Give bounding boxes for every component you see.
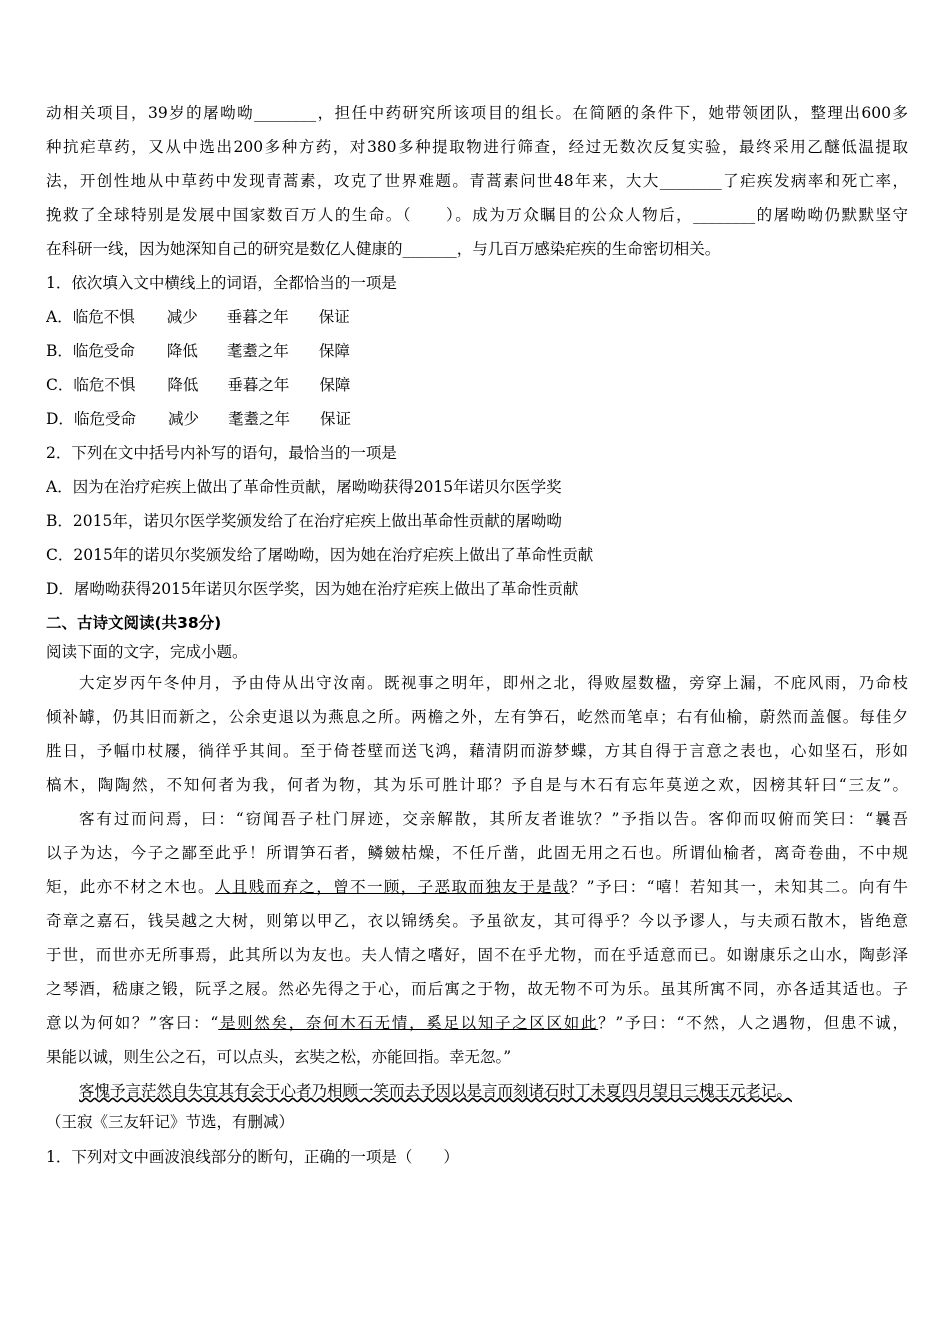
passage-2-line: 客有过而问焉，曰：“窃闻吾子杜门屏迹，交亲解散，其所友者谁欤？”予指以告。客仰而叹俯而笑曰：“曩吾 bbox=[79, 810, 908, 828]
question-1-option-c bbox=[46, 368, 908, 402]
option-word: 保障 bbox=[319, 376, 351, 394]
passage-2-line: 之琴酒，嵇康之锻，阮孚之屐。然必先得之于心，而后寓之于物，故无物不可为乐。虽其所寓不同，亦各适其适也。子 bbox=[46, 980, 908, 998]
option-letter: D． bbox=[46, 410, 74, 428]
passage-2-wavy-line bbox=[46, 1074, 908, 1108]
text-segment: 意以为何如？”客曰：“ bbox=[46, 1014, 219, 1032]
question-1-stem: 1．依次填入文中横线上的词语，全都恰当的一项是 bbox=[46, 274, 397, 292]
option-letter: B． bbox=[46, 342, 73, 360]
passage-2-line: 倾补罅，仍其旧而新之，公余吏退以为燕息之所。两檐之外，左有笋石，屹然而笔卓；右有仙榆，蔚然而盖偃。每佳夕 bbox=[46, 708, 908, 726]
option-letter: C． bbox=[46, 376, 74, 394]
text-segment: ？”予曰：“不然，人之遇物，但患不诚， bbox=[598, 1014, 908, 1032]
document-page bbox=[46, 96, 908, 1174]
option-word: 垂暮之年 bbox=[227, 376, 290, 394]
underlined-sentence: 人且贱而弃之，曾不一顾，子恶取而独友于是哉 bbox=[214, 878, 570, 896]
passage-2-line bbox=[46, 870, 908, 904]
option-word: 保证 bbox=[318, 308, 350, 326]
option-word: 减少 bbox=[166, 308, 198, 326]
option-word: 保证 bbox=[319, 410, 351, 428]
question-1 bbox=[46, 266, 908, 436]
passage-2-line bbox=[46, 1006, 908, 1040]
option-word: 保障 bbox=[318, 342, 350, 360]
option-word: 临危受命 bbox=[73, 410, 136, 428]
passage-2-line: 槁木，陶陶然，不知何者为我，何者为物，其为乐可胜计耶？予自是与木石有忘年莫逆之欢，因榜其轩曰“三友”。 bbox=[46, 776, 908, 794]
option-word: 降低 bbox=[166, 342, 198, 360]
option-word: 垂暮之年 bbox=[226, 308, 289, 326]
question-1-option-a bbox=[46, 300, 908, 334]
text-segment: 矩，此亦不材之木也。 bbox=[46, 878, 215, 896]
question-2-option-b: B．2015年，诺贝尔医学奖颁发给了在治疗疟疾上做出革命性贡献的屠呦呦 bbox=[46, 512, 562, 530]
option-word: 临危受命 bbox=[72, 342, 135, 360]
passage-2-line: 于世，而世亦无所事焉，此其所以为友也。夫人情之嗜好，固不在乎尤物，而在乎适意而已。如谢康乐之山水，陶彭泽 bbox=[46, 946, 908, 964]
section-intro: 阅读下面的文字，完成小题。 bbox=[46, 643, 248, 661]
passage-1-line: 法，开创性地从中草药中发现青蒿素，攻克了世界难题。青蒿素问世48年来，大大________了疟疾发病率和死亡率， bbox=[46, 172, 908, 190]
passage-1-line: 在科研一线，因为她深知自己的研究是数亿人健康的_______，与几百万感染疟疾的生命密切相关。 bbox=[46, 240, 721, 258]
question-1-option-b bbox=[46, 334, 908, 368]
passage-2 bbox=[46, 666, 908, 1136]
option-word: 减少 bbox=[167, 410, 199, 428]
passage-1-line: 挽救了全球特别是发展中国家数百万人的生命。（ ）。成为万众瞩目的公众人物后，________的屠呦呦仍默默坚守 bbox=[46, 206, 908, 224]
question-2-stem: 2．下列在文中括号内补写的语句，最恰当的一项是 bbox=[46, 444, 397, 462]
question-2 bbox=[46, 436, 908, 606]
option-word: 临危不惧 bbox=[72, 308, 135, 326]
question-1-option-d bbox=[46, 402, 908, 436]
passage-source: （王寂《三友轩记》节选，有删减） bbox=[46, 1113, 295, 1131]
option-word: 降低 bbox=[167, 376, 199, 394]
text-segment: ？”予曰：“嘻！若知其一，未知其二。向有牛 bbox=[569, 878, 908, 896]
underlined-sentence: 是则然矣，奈何木石无情，奚足以知子之区区如此 bbox=[218, 1014, 599, 1032]
option-word: 耄耋之年 bbox=[227, 410, 290, 428]
question-2-option-a: A．因为在治疗疟疾上做出了革命性贡献，屠呦呦获得2015年诺贝尔医学奖 bbox=[46, 478, 562, 496]
passage-2-line: 奇章之嘉石，钱吴越之大树，则第以甲乙，衣以锦绣矣。予虽欲友，其可得乎？今以予谬人，与夫顽石散木，皆绝意 bbox=[46, 912, 908, 930]
section-heading: 二、古诗文阅读(共38分) bbox=[46, 614, 222, 632]
passage-1-line: 种抗疟草药，又从中选出200多种方药，对380多种提取物进行筛查，经过无数次反复实验，最终采用乙醚低温提取 bbox=[46, 138, 908, 156]
passage-2-line: 胜日，予幅巾杖屦，徜徉乎其间。至于倚苍壁而送飞鸿，藉清阴而游梦蝶，方其自得于言意之表也，心如坚石，形如 bbox=[46, 742, 908, 760]
question-2-option-d: D．屠呦呦获得2015年诺贝尔医学奖，因为她在治疗疟疾上做出了革命性贡献 bbox=[46, 580, 579, 598]
passage-2-line: 果能以诚，则生公之石，可以点头，玄奘之松，亦能回指。幸无忽。” bbox=[46, 1048, 512, 1066]
question-3-stem: 1．下列对文中画波浪线部分的断句，正确的一项是（ ） bbox=[46, 1148, 459, 1166]
option-letter: A． bbox=[46, 308, 73, 326]
passage-2-line: 大定岁丙午冬仲月，予由侍从出守汝南。既视事之明年，即州之北，得败屋数楹，旁穿上漏，不庇风雨，乃命枝 bbox=[79, 674, 908, 692]
passage-2-line: 以子为达，今子之鄙至此乎！所谓笋石者，鳞皴枯燥，不任斤凿，此固无用之石也。所谓仙榆者，离奇卷曲，不中规 bbox=[46, 844, 908, 862]
option-word: 耄耋之年 bbox=[226, 342, 289, 360]
question-2-option-c: C．2015年的诺贝尔奖颁发给了屠呦呦，因为她在治疗疟疾上做出了革命性贡献 bbox=[46, 546, 594, 564]
wavy-underlined-text: 客愧予言茫然自失宜其有会于心者乃相顾一笑而去予因以是言而刻诸石时丁未夏四月望日三槐王元老记。 bbox=[79, 1082, 793, 1100]
passage-1 bbox=[46, 96, 908, 266]
option-word: 临危不惧 bbox=[73, 376, 136, 394]
passage-1-line: 动相关项目，39岁的屠呦呦________，担任中药研究所该项目的组长。在简陋的条件下，她带领团队，整理出600多 bbox=[46, 104, 908, 122]
